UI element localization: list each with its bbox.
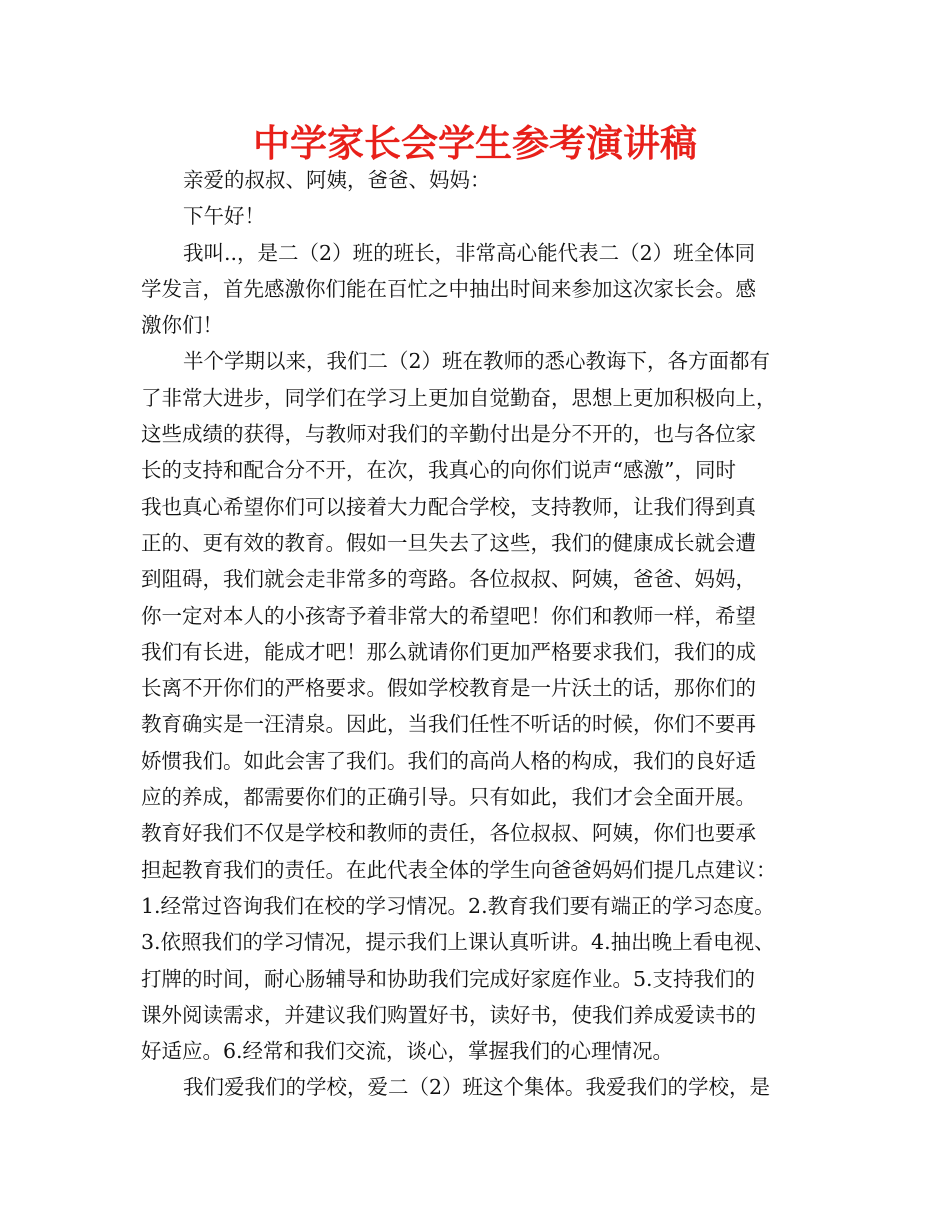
- body-line: 激你们！: [141, 313, 223, 338]
- body-line: 了非常大进步，同学们在学习上更加自觉勤奋，思想上更加积极向上，: [141, 385, 777, 410]
- body-line: 你一定对本人的小孩寄予着非常大的希望吧！你们和教师一样，希望: [141, 603, 756, 628]
- body-line: 我叫..，是二（2）班的班长，非常高心能代表二（2）班全体同: [183, 240, 756, 265]
- body-line: 担起教育我们的责任。在此代表全体的学生向爸爸妈妈们提几点建议：: [141, 857, 777, 882]
- body-line: 3.依照我们的学习情况，提示我们上课认真听讲。4.抽出晚上看电视、: [141, 930, 775, 955]
- body-line: 我也真心希望你们可以接着大力配合学校，支持教师，让我们得到真: [141, 494, 756, 519]
- body-line: 1.经常过咨询我们在校的学习情况。2.教育我们要有端正的学习态度。: [141, 893, 775, 918]
- body-line: 长的支持和配合分不开，在次，我真心的向你们说声“感激”，同时: [141, 458, 736, 483]
- body-line: 教育确实是一汪清泉。因此，当我们任性不听话的时候，你们不要再: [141, 712, 756, 737]
- body-line: 学发言，首先感激你们能在百忙之中抽出时间来参加这次家长会。感: [141, 276, 756, 301]
- body-line: 娇惯我们。如此会害了我们。我们的高尚人格的构成，我们的良好适: [141, 748, 756, 773]
- body-line: 课外阅读需求，并建议我们购置好书，读好书，使我们养成爱读书的: [141, 1002, 756, 1027]
- body-line: 这些成绩的获得，与教师对我们的辛勤付出是分不开的，也与各位家: [141, 422, 756, 447]
- body-line: 长离不开你们的严格要求。假如学校教育是一片沃土的话，那你们的: [141, 676, 756, 701]
- body-line: 打牌的时间，耐心肠辅导和协助我们完成好家庭作业。5.支持我们的: [141, 966, 756, 991]
- body-line: 我们有长进，能成才吧！那么就请你们更加严格要求我们，我们的成: [141, 639, 756, 664]
- body-line: 到阻碍，我们就会走非常多的弯路。各位叔叔、阿姨，爸爸、妈妈，: [141, 567, 756, 592]
- document-body: [141, 162, 813, 1106]
- body-line: 亲爱的叔叔、阿姨，爸爸、妈妈：: [183, 168, 491, 192]
- document-title: 中学家长会学生参考演讲稿: [253, 122, 697, 165]
- body-line: 下午好！: [183, 204, 265, 229]
- body-line: 应的养成，都需要你们的正确引导。只有如此，我们才会全面开展。: [141, 785, 756, 810]
- body-line: 好适应。6.经常和我们交流，谈心，掌握我们的心理情况。: [141, 1039, 674, 1064]
- body-line: 我们爱我们的学校，爱二（2）班这个集体。我爱我们的学校，是: [183, 1075, 771, 1100]
- body-line: 半个学期以来，我们二（2）班在教师的悉心教诲下，各方面都有: [183, 349, 771, 374]
- body-line: 正的、更有效的教育。假如一旦失去了这些，我们的健康成长就会遭: [141, 530, 756, 555]
- body-line: 教育好我们不仅是学校和教师的责任，各位叔叔、阿姨，你们也要承: [141, 821, 756, 846]
